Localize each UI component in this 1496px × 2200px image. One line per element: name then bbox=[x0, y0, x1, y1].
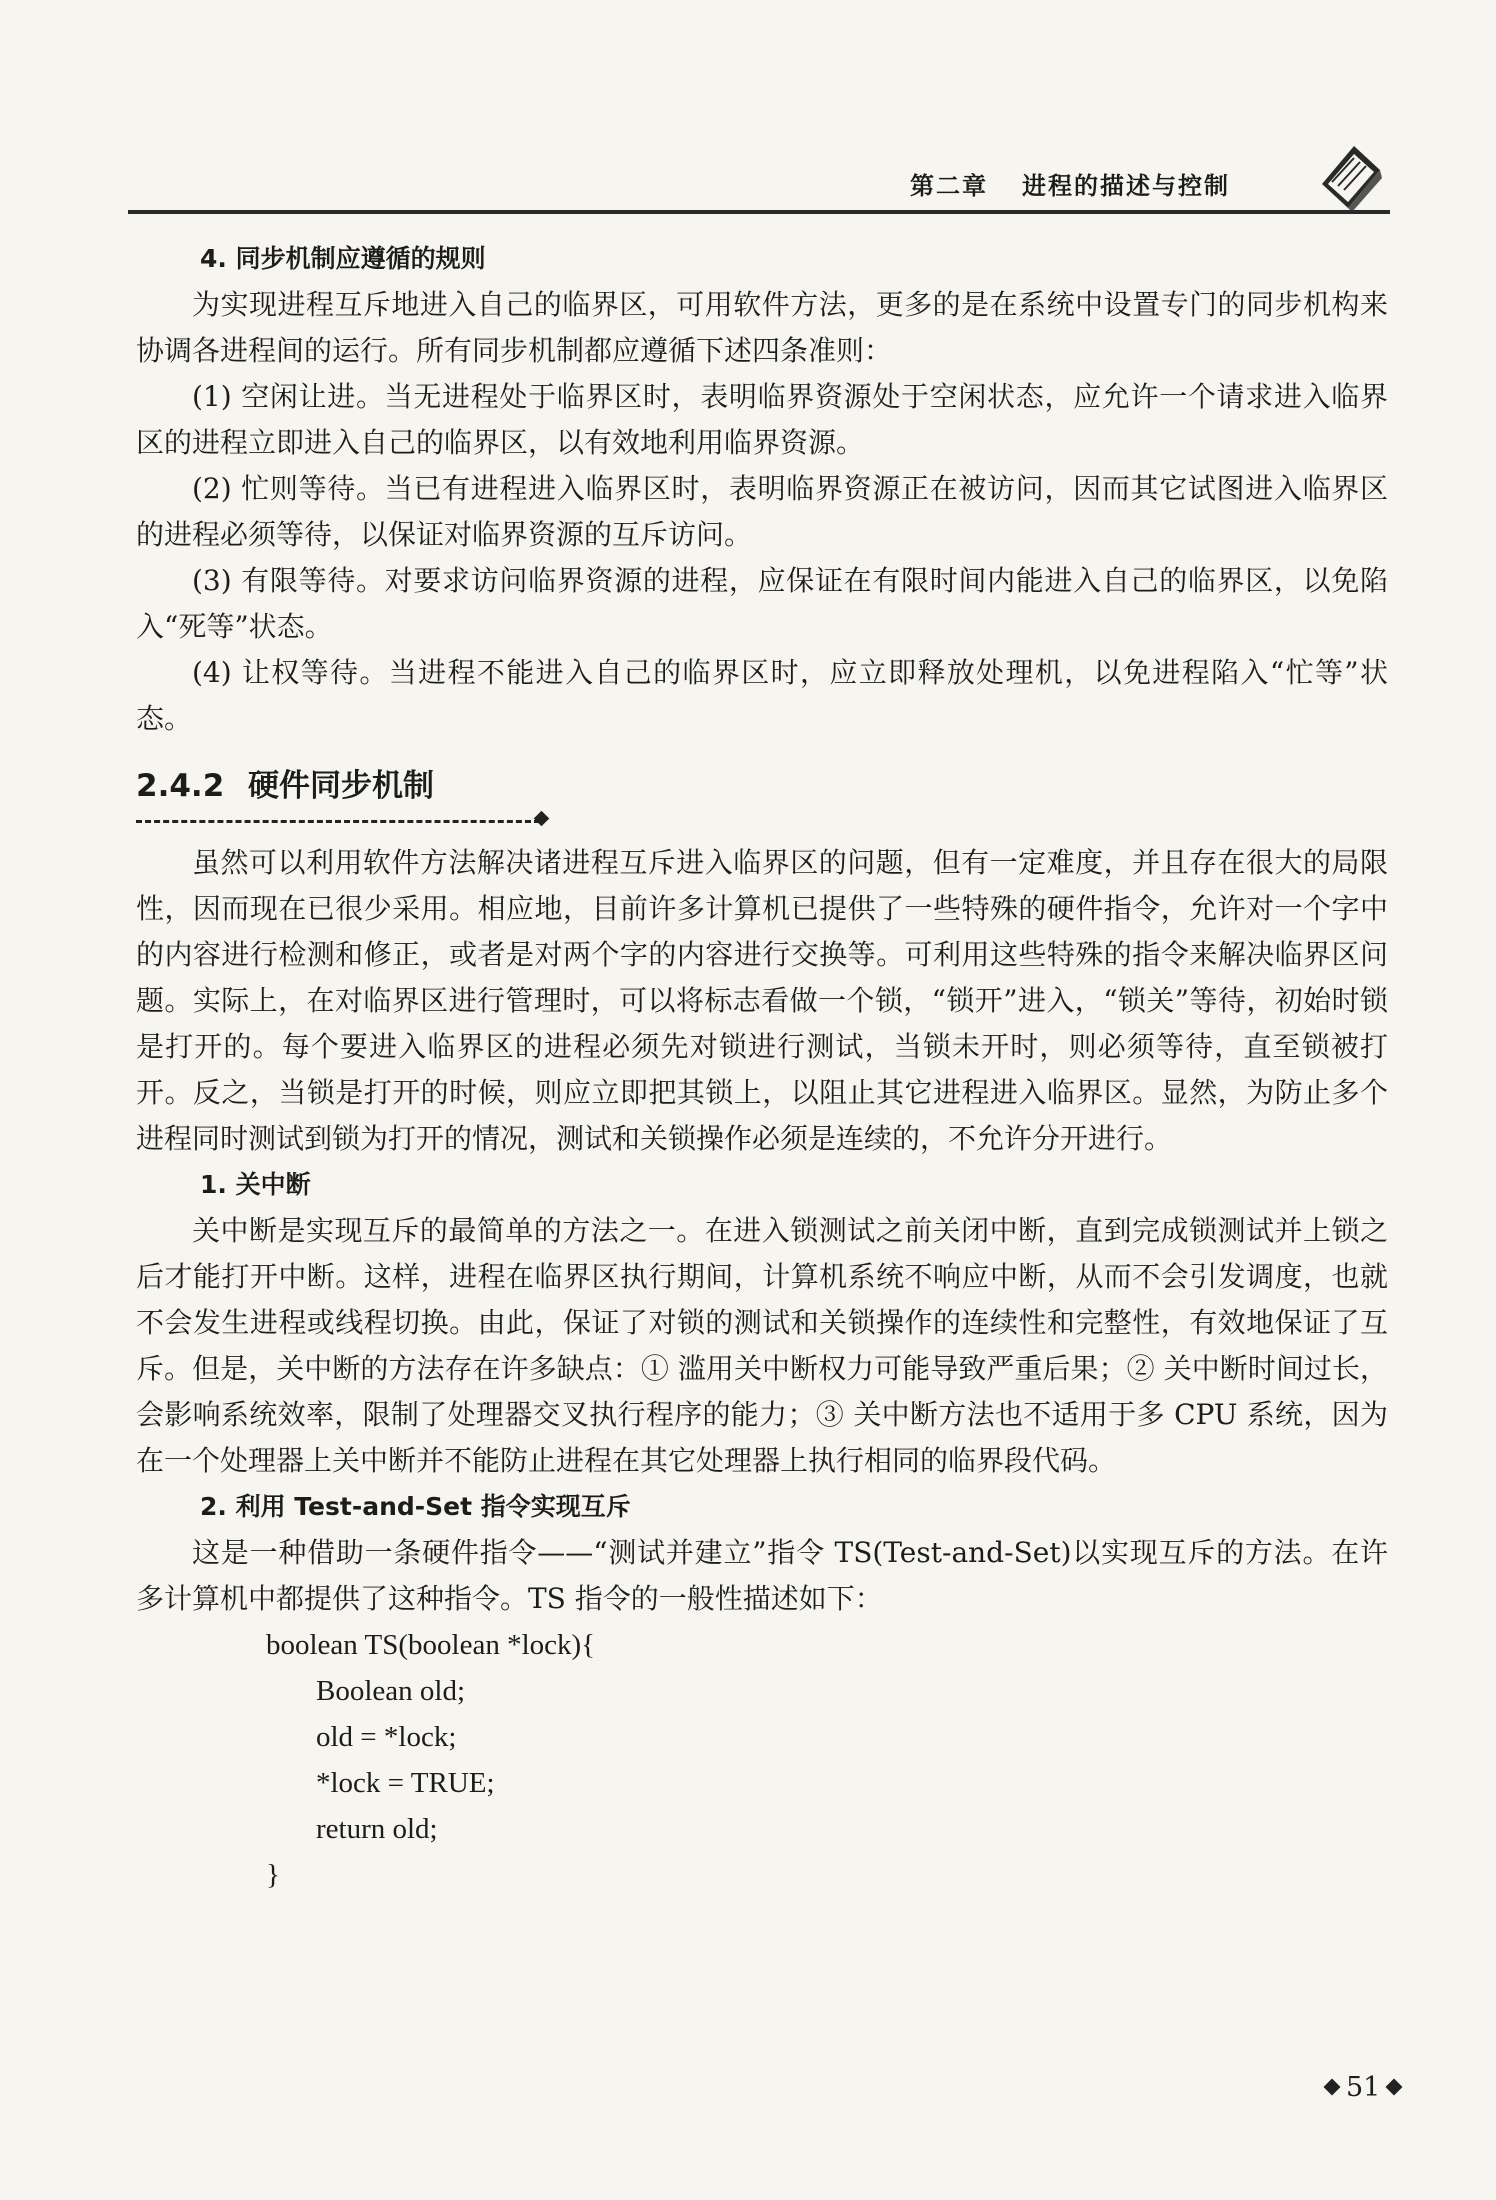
diamond-icon bbox=[1386, 2078, 1403, 2095]
rule-item: (3) 有限等待。对要求访问临界资源的进程，应保证在有限时间内能进入自己的临界区，以免陷入“死等”状态。 bbox=[136, 564, 1388, 643]
diamond-icon bbox=[1324, 2078, 1341, 2095]
section-number: 2.4.2 bbox=[136, 768, 225, 804]
sub1-heading: 1. 关中断 bbox=[200, 1170, 311, 1199]
book-icon bbox=[1318, 140, 1384, 214]
header-rule bbox=[128, 210, 1390, 214]
page-body bbox=[136, 236, 1388, 1898]
code-line: boolean TS(boolean *lock){ bbox=[266, 1629, 596, 1661]
rule-item: (4) 让权等待。当进程不能进入自己的临界区时，应立即释放处理机，以免进程陷入“忙等”状态。 bbox=[136, 656, 1388, 735]
page-number: 51 bbox=[1318, 2072, 1408, 2103]
section-underline bbox=[136, 808, 1388, 838]
rule-item: (2) 忙则等待。当已有进程进入临界区时，表明临界资源正在被访问，因而其它试图进入临界区的进程必须等待，以保证对临界资源的互斥访问。 bbox=[136, 472, 1388, 551]
sub2-body: 这是一种借助一条硬件指令——“测试并建立”指令 TS(Test-and-Set)以实现互斥的方法。在许多计算机中都提供了这种指令。TS 指令的一般性描述如下： bbox=[136, 1536, 1388, 1615]
code-line: } bbox=[266, 1859, 280, 1891]
rule-item: (1) 空闲让进。当无进程处于临界区时，表明临界资源处于空闲状态，应允许一个请求进入临界区的进程立即进入自己的临界区，以有效地利用临界资源。 bbox=[136, 380, 1388, 459]
section-title: 硬件同步机制 bbox=[248, 768, 434, 804]
rules-heading: 4. 同步机制应遵循的规则 bbox=[200, 244, 486, 273]
code-line: *lock = TRUE; bbox=[316, 1767, 495, 1799]
code-line: old = *lock; bbox=[316, 1721, 457, 1753]
sub2-heading: 2. 利用 Test-and-Set 指令实现互斥 bbox=[200, 1492, 631, 1521]
code-block bbox=[136, 1622, 1388, 1898]
code-line: Boolean old; bbox=[316, 1675, 466, 1707]
chapter-title: 进程的描述与控制 bbox=[1022, 171, 1230, 200]
running-header bbox=[910, 166, 1230, 201]
section-heading bbox=[136, 764, 1388, 808]
rules-intro: 为实现进程互斥地进入自己的临界区，可用软件方法，更多的是在系统中设置专门的同步机构来协调各进程间的运行。所有同步机制都应遵循下述四条准则： bbox=[136, 288, 1388, 367]
sub1-body: 关中断是实现互斥的最简单的方法之一。在进入锁测试之前关闭中断，直到完成锁测试并上锁之后才能打开中断。这样，进程在临界区执行期间，计算机系统不响应中断，从而不会引发调度，也就不会发生进程或线程切换。由此，保证了对锁的测试和关锁操作的连续性和完整性，有效地保证了互斥。但是，关中断的方法存在许多缺点：① 滥用关中断权力可能导致严重后果；② 关中断时间过长，会影响系统效率，限制了处理器交叉执行程序的能力；③ 关中断方法也不适用于多 CPU 系统，因为在一个处理器上关中断并不能防止进程在其它处理器上执行相同的临界段代码。 bbox=[136, 1214, 1388, 1477]
code-line: return old; bbox=[316, 1813, 438, 1845]
chapter-label: 第二章 bbox=[910, 171, 988, 200]
hw-intro: 虽然可以利用软件方法解决诸进程互斥进入临界区的问题，但有一定难度，并且存在很大的局限性，因而现在已很少采用。相应地，目前许多计算机已提供了一些特殊的硬件指令，允许对一个字中的内容进行检测和修正，或者是对两个字的内容进行交换等。可利用这些特殊的指令来解决临界区问题。实际上，在对临界区进行管理时，可以将标志看做一个锁，“锁开”进入，“锁关”等待，初始时锁是打开的。每个要进入临界区的进程必须先对锁进行测试，当锁未开时，则必须等待，直至锁被打开。反之，当锁是打开的时候，则应立即把其锁上，以阻止其它进程进入临界区。显然，为防止多个进程同时测试到锁为打开的情况，测试和关锁操作必须是连续的，不允许分开进行。 bbox=[136, 846, 1388, 1155]
